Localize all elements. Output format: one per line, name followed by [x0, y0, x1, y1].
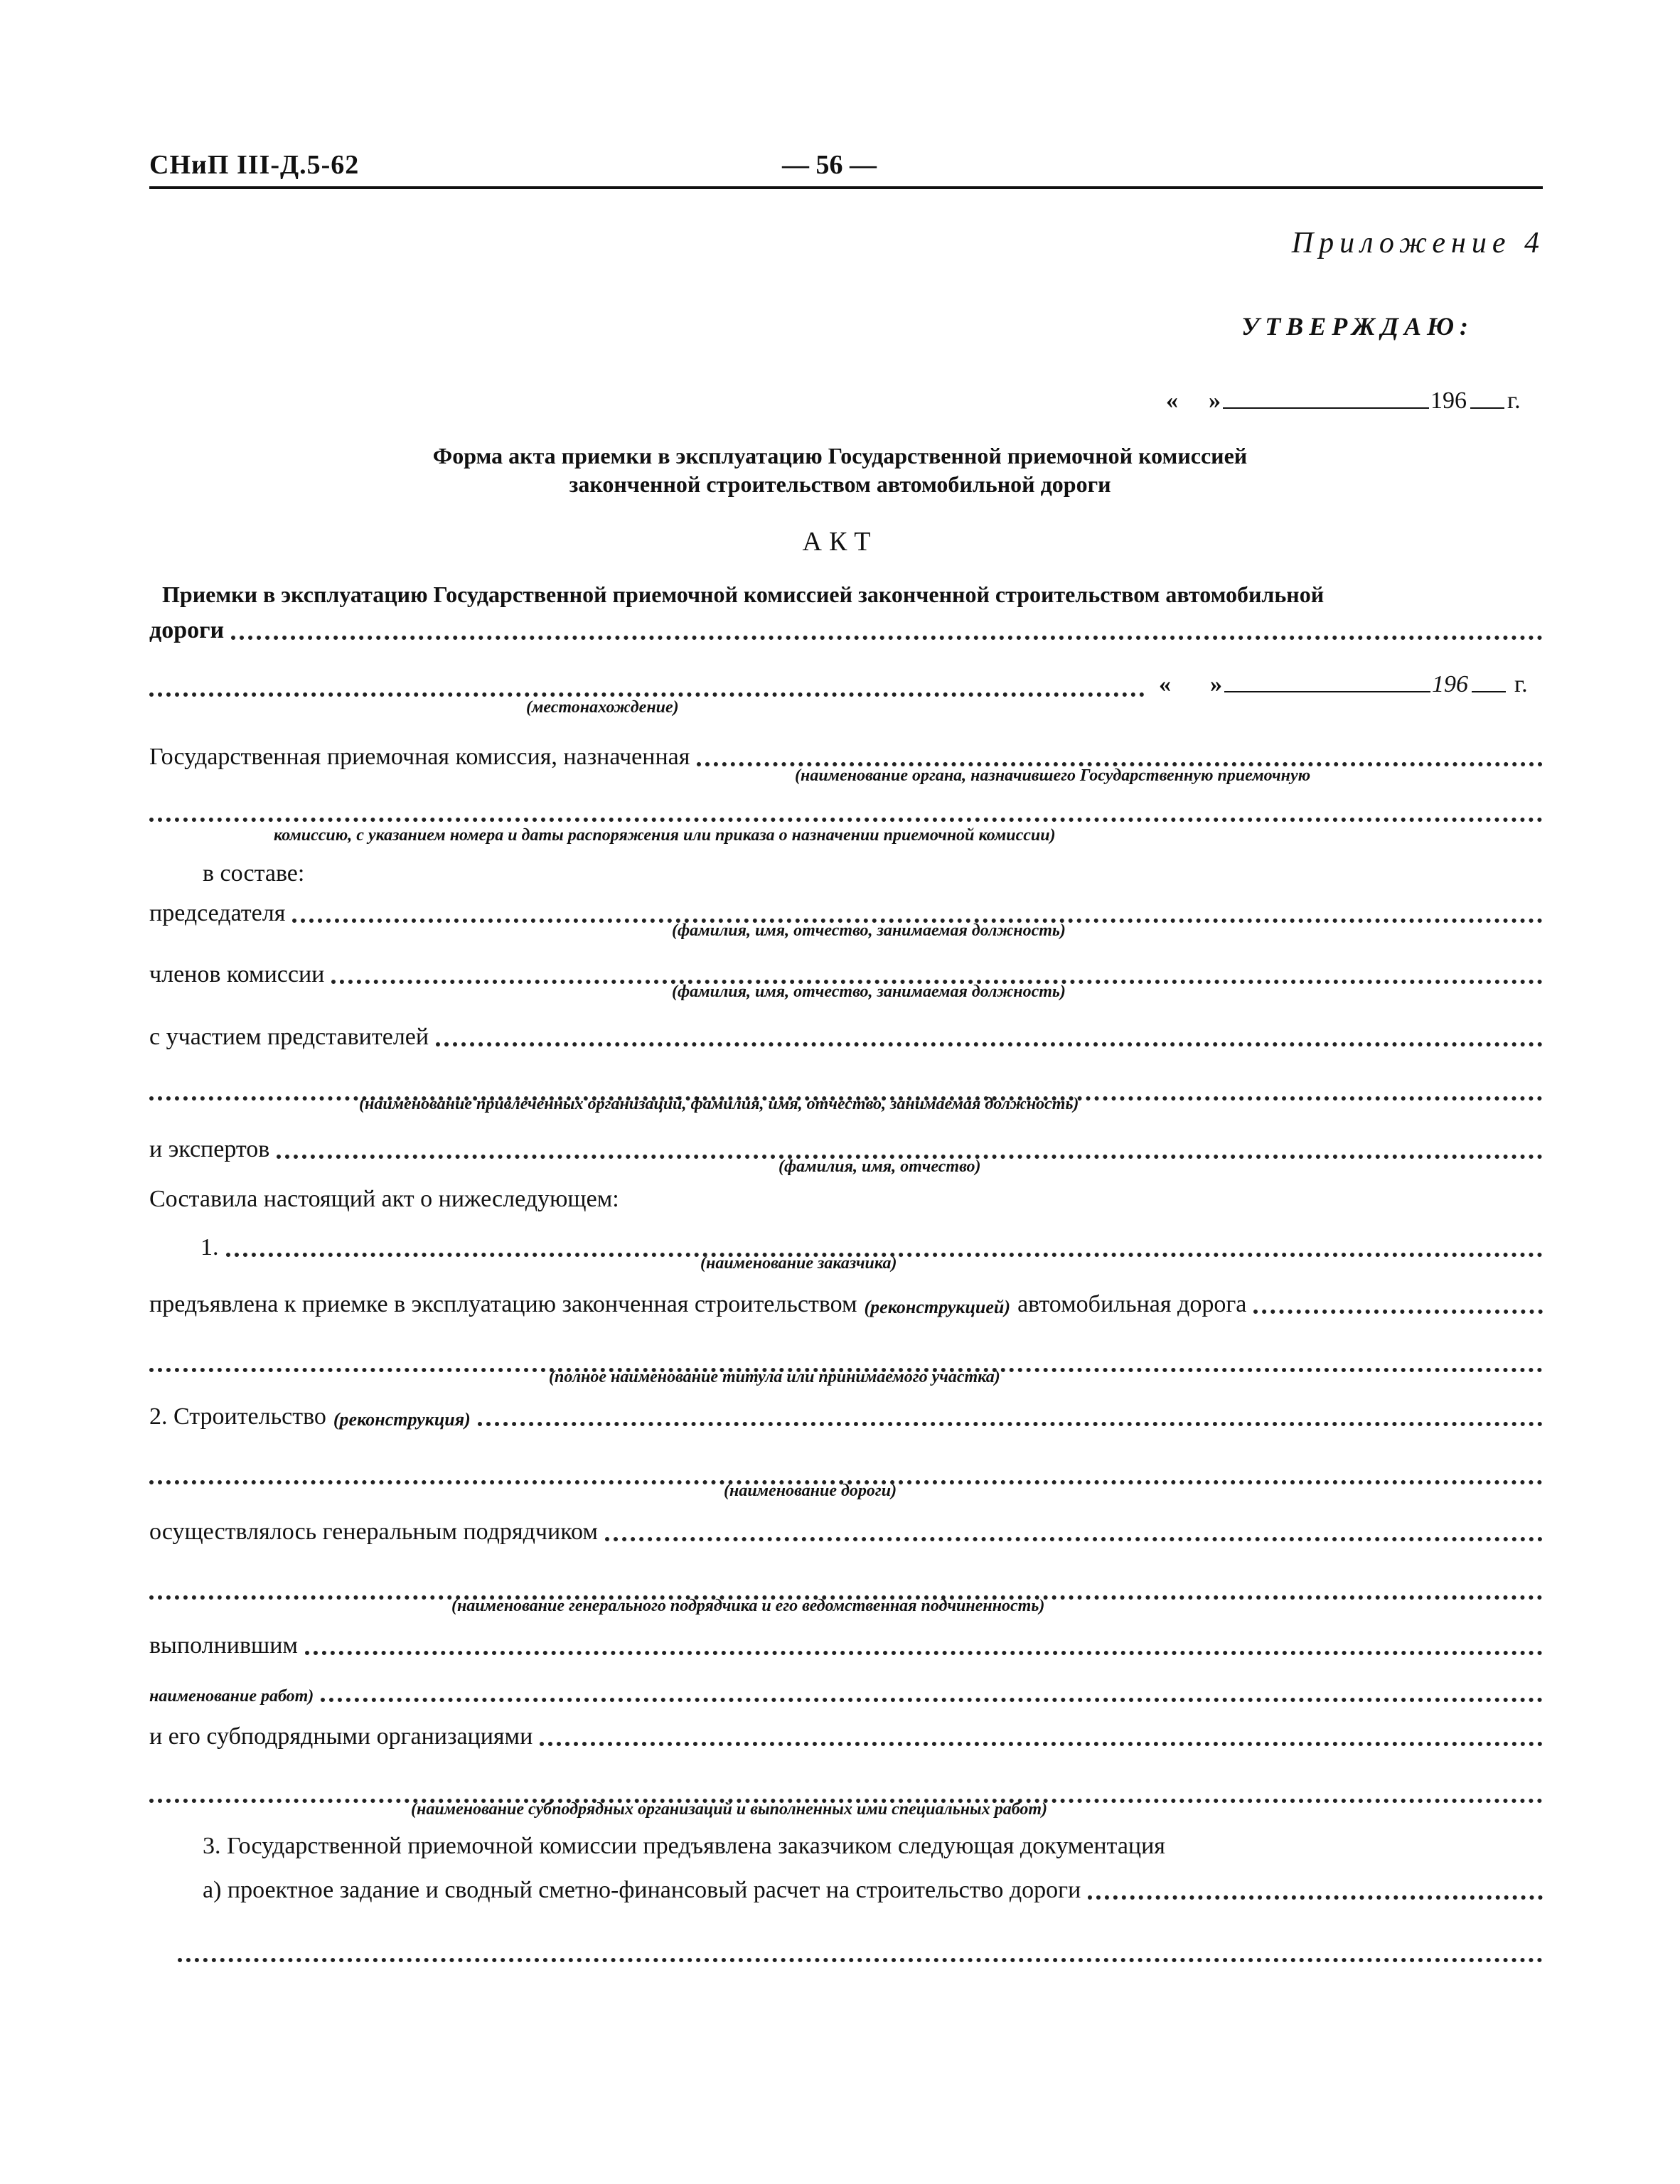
caption-members: (фамилия, имя, отчество, занимаемая должность) [672, 983, 1066, 1001]
subcontractors-line[interactable] [149, 1719, 1543, 1750]
page-number: — 56 — [782, 150, 877, 180]
fill-dots [305, 1629, 1543, 1655]
fill-dots [697, 741, 1543, 766]
date-year-prefix: 196 [1430, 387, 1467, 414]
act-date-field[interactable] [1159, 671, 1550, 702]
composition-label: в составе: [203, 860, 305, 887]
item-1-number: 1. [200, 1234, 219, 1260]
caption-customer: (наименование заказчика) [700, 1254, 897, 1273]
work-name-line[interactable] [149, 1675, 1543, 1706]
item-3-text: 3. Государственной приемочной комиссии предъявлена заказчиком следующая документация [203, 1833, 1165, 1859]
representatives-label: с участием представителей [149, 1024, 429, 1050]
form-title-line1: Форма акта приемки в эксплуатацию Государственной приемочной комиссией [432, 443, 1248, 469]
item-3a-line[interactable] [203, 1873, 1543, 1904]
date-year-prefix: 196 [1432, 671, 1468, 697]
fill-dots [149, 1459, 1543, 1484]
item-2-label: 2. Строительство [149, 1403, 326, 1430]
construction-line[interactable] [149, 1399, 1543, 1430]
date-year-suffix: г. [1507, 387, 1521, 414]
caption-road-name: (наименование дороги) [724, 1482, 897, 1500]
compiled-statement: Составила настоящий акт о нижеследующем: [149, 1186, 619, 1212]
fill-dots [149, 671, 1145, 697]
form-title-line2: законченной строительством автомобильной дороги [569, 471, 1111, 497]
sub-orgs-label: и его субподрядными организациями [149, 1723, 533, 1750]
fill-dots [226, 1231, 1543, 1257]
fill-dots [178, 1937, 1543, 1962]
work-name-caption: наименование работ) [149, 1687, 314, 1706]
fill-dots [149, 1777, 1543, 1803]
approval-label: УТВЕРЖДАЮ: [1241, 312, 1474, 341]
date-day-month-blank [1224, 691, 1430, 692]
fill-dots [149, 1574, 1543, 1600]
fill-dots [605, 1516, 1543, 1541]
experts-label: и экспертов [149, 1136, 270, 1162]
fill-dots [331, 958, 1543, 984]
presented-label: предъявлена к приемке в эксплуатацию законченная строительством [149, 1291, 857, 1317]
approval-date-field[interactable] [1166, 387, 1550, 419]
standard-code: СНиП III-Д.5-62 [149, 150, 360, 180]
performed-label: выполнившим [149, 1632, 298, 1659]
fill-dots [231, 614, 1543, 640]
caption-representatives: (наименование привлеченных организаций, фамилия, имя, отчество, занимаемая должность) [359, 1095, 1079, 1113]
general-contractor-line[interactable] [149, 1514, 1543, 1546]
location-line[interactable] [149, 670, 1145, 701]
fill-dots [149, 796, 1543, 822]
date-open-quote: « [1159, 671, 1171, 697]
commission-line-2[interactable] [149, 795, 1543, 826]
item-3a-label: а) проектное задание и сводный сметно-финансовый расчет на строительство дороги [203, 1877, 1081, 1903]
date-year-suffix: г. [1514, 671, 1528, 697]
caption-location: (местонахождение) [526, 698, 679, 717]
commission-label: Государственная приемочная комиссия, назначенная [149, 744, 690, 770]
caption-general-contractor: (наименование генерального подрядчика и его ведомственная подчиненность) [451, 1597, 1045, 1615]
date-close-quote: » [1209, 387, 1221, 414]
date-day-month-blank [1223, 407, 1429, 409]
fill-dots [436, 1021, 1543, 1046]
caption-title-section: (полное наименование титула или принимаемого участка) [549, 1368, 1000, 1386]
act-subtitle-line2: дороги [149, 617, 225, 643]
date-year-blank [1470, 407, 1504, 409]
road-name-line[interactable] [149, 613, 1543, 644]
item-3a-line-2[interactable] [178, 1935, 1543, 1966]
fill-dots [277, 1133, 1543, 1159]
members-label: членов комиссии [149, 961, 325, 987]
act-title: АКТ [802, 527, 878, 557]
act-subtitle-line1: Приемки в эксплуатацию Государственной приемочной комиссией законченной строительством автомобильной [162, 582, 1325, 607]
appendix-label: Приложение 4 [1291, 227, 1545, 259]
reconstruction-note-2: (реконструкция) [333, 1409, 471, 1430]
header-rule [149, 186, 1543, 189]
fill-dots [478, 1401, 1543, 1426]
caption-organ-2: комиссию, с указанием номера и даты распоряжения или приказа о назначении приемочной комиссии) [274, 826, 1056, 845]
caption-experts: (фамилия, имя, отчество) [779, 1157, 981, 1176]
presented-line[interactable] [149, 1287, 1543, 1318]
caption-organ-1: (наименование органа, назначившего Государственную приемочную [795, 766, 1311, 785]
date-open-quote: « [1166, 387, 1178, 414]
carried-out-label: осуществлялось генеральным подрядчиком [149, 1519, 598, 1545]
fill-dots [292, 897, 1543, 923]
fill-dots [540, 1720, 1543, 1746]
chairman-label: председателя [149, 900, 286, 926]
caption-chairman: (фамилия, имя, отчество, занимаемая должность) [672, 921, 1066, 940]
performed-line[interactable] [149, 1628, 1543, 1659]
reconstruction-note: (реконструкцией) [864, 1297, 1011, 1317]
fill-dots [321, 1676, 1543, 1702]
date-year-blank [1472, 691, 1506, 692]
road-label: автомобильная дорога [1017, 1291, 1247, 1317]
representatives-line[interactable] [149, 1019, 1543, 1051]
fill-dots [1253, 1288, 1543, 1314]
caption-subcontractors: (наименование субподрядных организаций и выполненных ими специальных работ) [411, 1800, 1048, 1819]
fill-dots [1088, 1874, 1543, 1900]
date-close-quote: » [1210, 671, 1222, 697]
